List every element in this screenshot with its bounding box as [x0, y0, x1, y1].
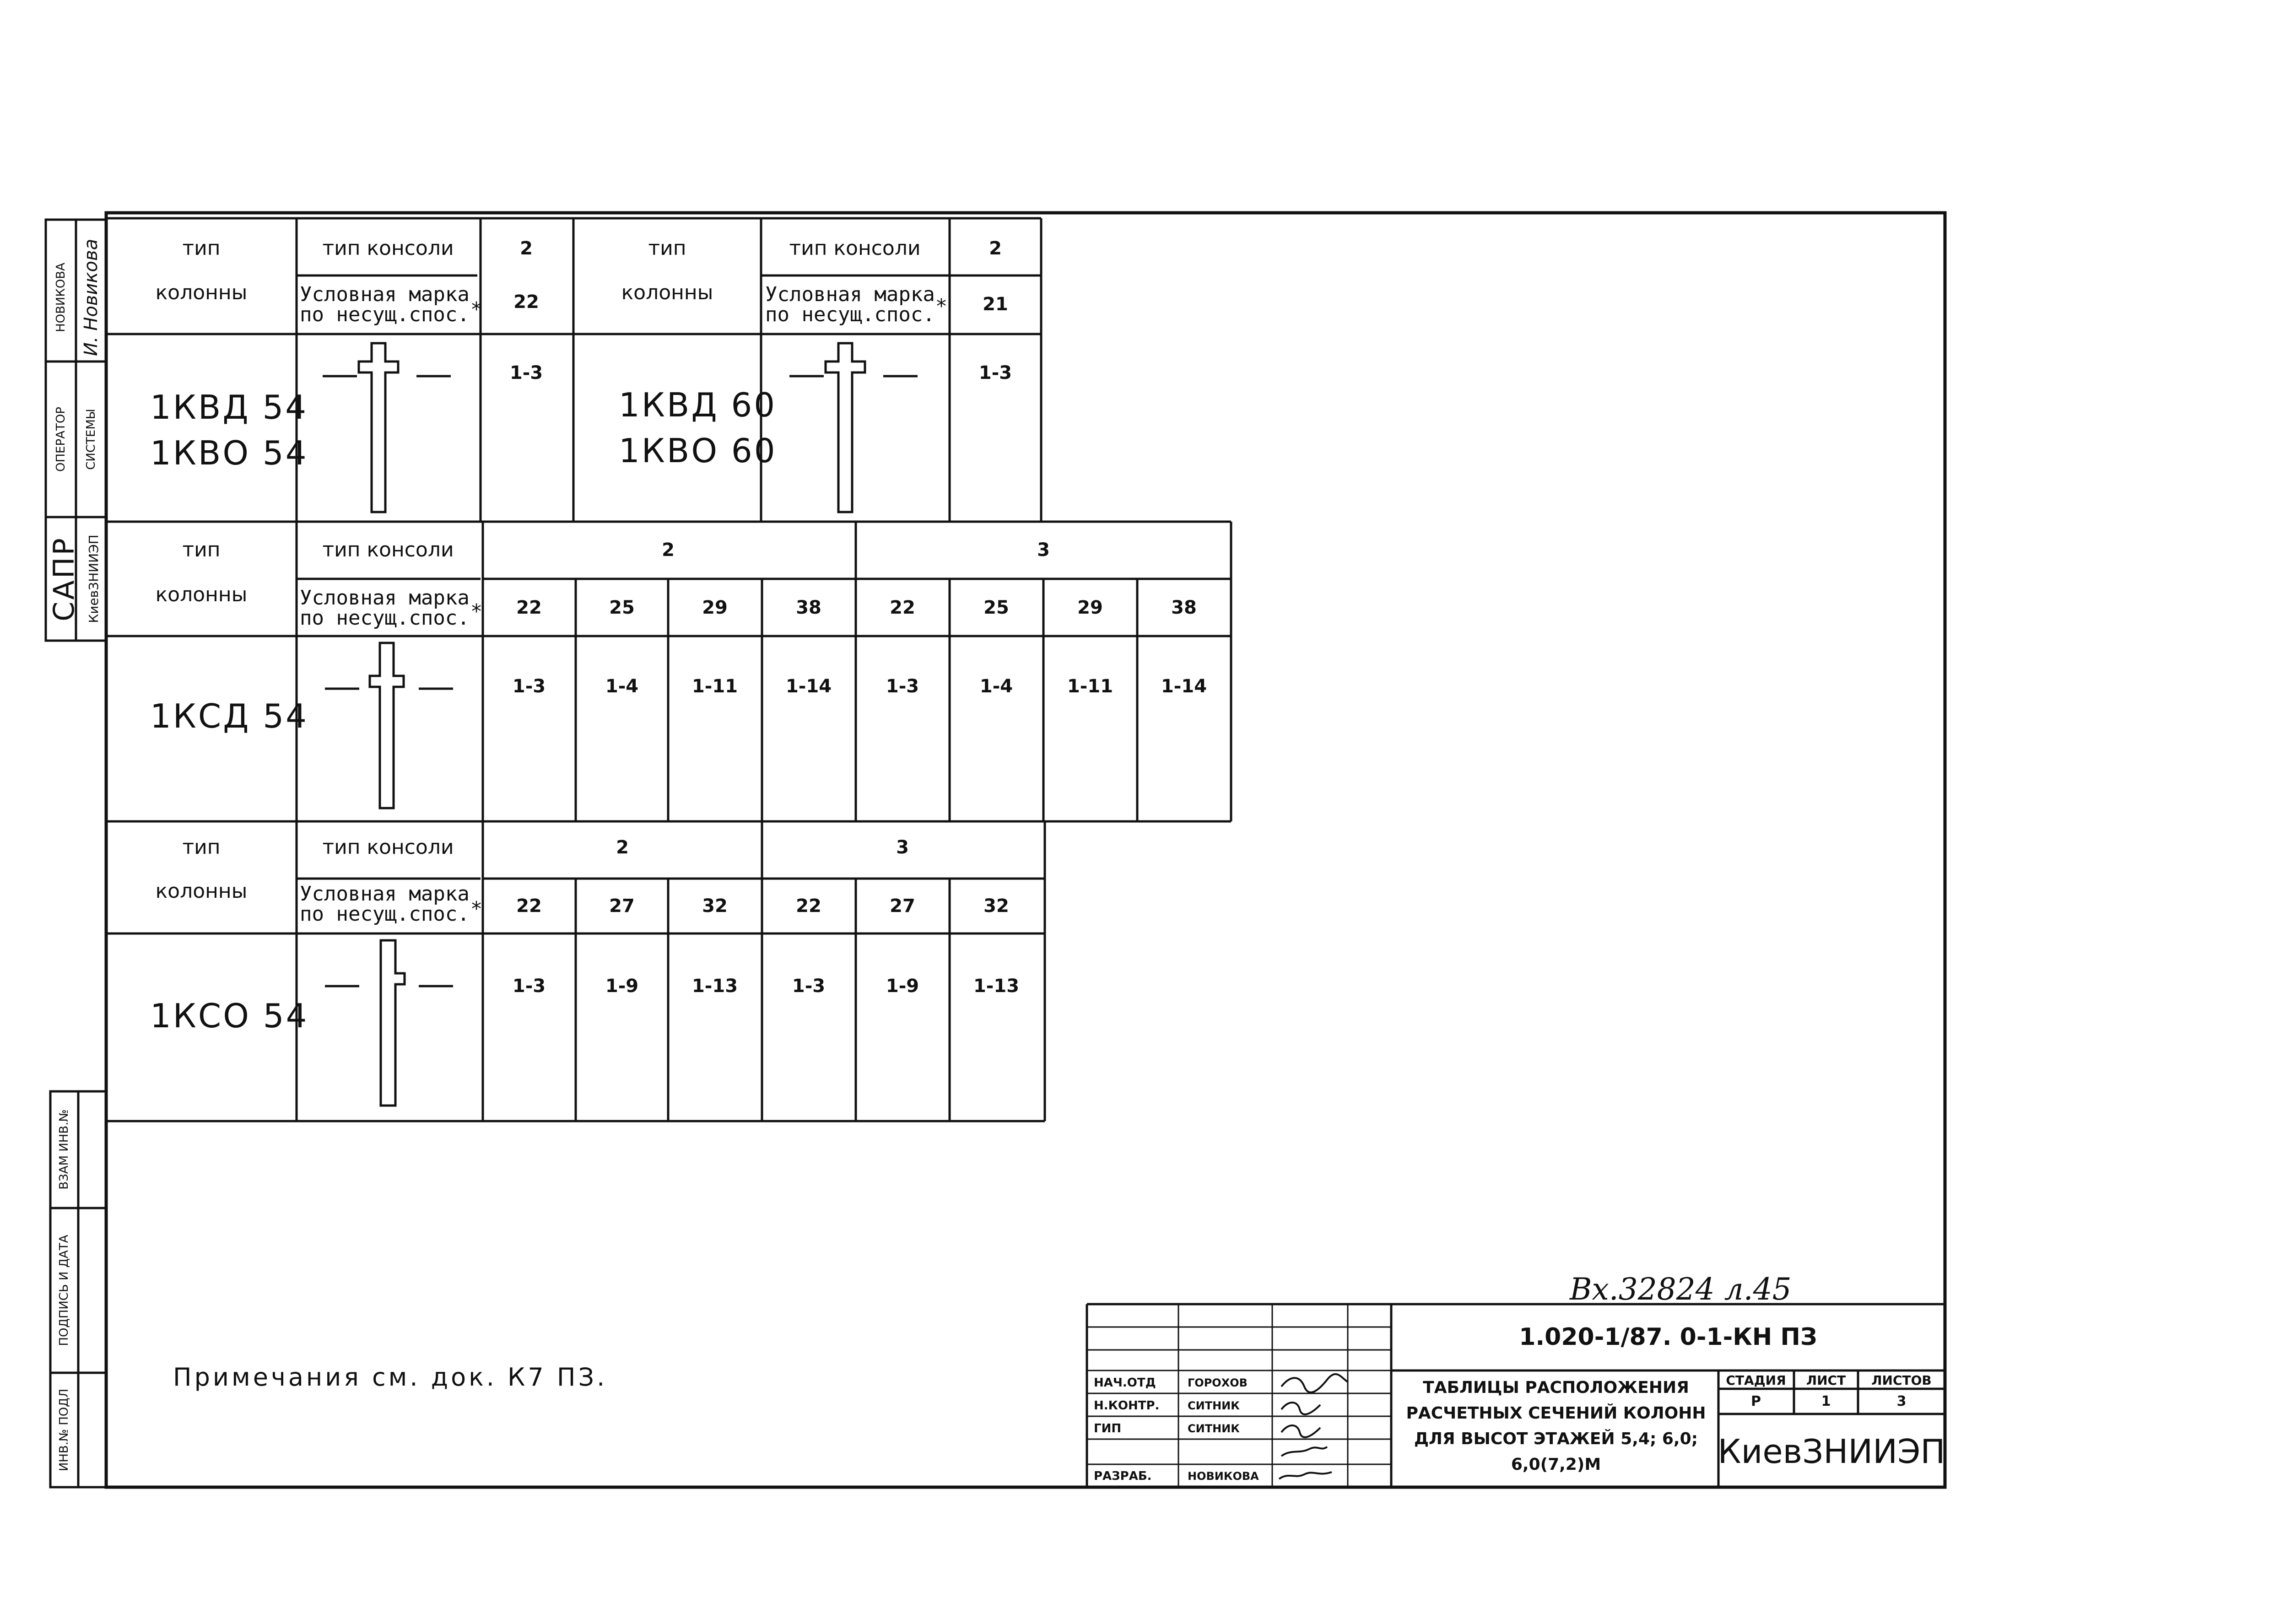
t2-mark: 29	[1077, 597, 1103, 618]
t1-console-type: 2	[520, 238, 533, 259]
stamp-name: НОВИКОВА	[54, 263, 68, 332]
t1-console-label: тип консоли	[322, 237, 454, 260]
t2-section: 1-4	[979, 676, 1013, 697]
sheets-value: 3	[1896, 1393, 1907, 1409]
t1r-cond-mark: Условная марка по несущ.спос.	[765, 283, 935, 326]
t3-column: 1КСО 54	[150, 997, 309, 1035]
t2-group-b: 3	[1037, 540, 1050, 561]
t2-mark: 22	[890, 597, 915, 618]
sheet-label: ЛИСТ	[1806, 1373, 1846, 1388]
t2-section: 1-11	[1067, 676, 1113, 697]
role-nach-otd: НАЧ.ОТД	[1094, 1376, 1156, 1390]
t3-section: 1-3	[792, 976, 826, 997]
t1r-star: *	[936, 295, 946, 318]
t2-section: 1-11	[691, 676, 738, 697]
t3-section: 1-13	[691, 976, 738, 997]
t2-section: 1-14	[1161, 676, 1207, 697]
t3-mark: 32	[983, 896, 1009, 917]
t1r-mark: 21	[983, 294, 1008, 315]
t1r-console-type: 2	[989, 238, 1002, 259]
t3-cond-mark: Условная марка по несущ.спос.	[300, 882, 470, 926]
t2-section: 1-14	[785, 676, 832, 697]
t1-mark: 22	[513, 291, 539, 313]
t2-type-label: тип	[182, 538, 221, 561]
t1-column-1: 1КВД 54	[150, 388, 308, 426]
t2-section: 1-3	[512, 676, 546, 697]
t3-mark: 22	[516, 896, 542, 917]
stamp-podpis-data: ПОДПИСЬ И ДАТА	[57, 1235, 71, 1346]
t3-section: 1-13	[973, 976, 1020, 997]
t1-type-label: тип	[182, 237, 221, 260]
sheet-title: ТАБЛИЦЫ РАСПОЛОЖЕНИЯ РАСЧЕТНЫХ СЕЧЕНИЙ КОЛОНН ДЛЯ ВЫСОТ ЭТАЖЕЙ 5,4; 6,0; 6,0(7,2)М	[1406, 1378, 1706, 1474]
t2-mark: 25	[609, 597, 635, 618]
sheet-value: 1	[1821, 1393, 1831, 1409]
t3-mark: 27	[890, 896, 915, 917]
role-razrab: РАЗРАБ.	[1094, 1469, 1152, 1483]
t1-column-label: колонны	[155, 281, 248, 304]
stamp-inv-podl: ИНВ.№ ПОДЛ	[57, 1388, 71, 1472]
stamp-system: СИСТЕМЫ	[84, 409, 98, 470]
t1r-type-label: тип	[648, 237, 686, 260]
t1-star: *	[471, 298, 481, 321]
t2-column-label: колонны	[155, 583, 248, 606]
name-novikova: НОВИКОВА	[1188, 1470, 1259, 1483]
doc-code: 1.020-1/87. 0-1-КН ПЗ	[1519, 1323, 1817, 1351]
t3-mark: 22	[796, 896, 821, 917]
t3-section: 1-3	[512, 976, 546, 997]
t1r-column-label: колонны	[621, 281, 713, 304]
t3-star: *	[471, 897, 481, 921]
t3-section: 1-9	[605, 976, 639, 997]
t1r-column-1: 1КВД 60	[619, 386, 777, 424]
t2-section: 1-3	[886, 676, 919, 697]
stamp-operator: ОПЕРАТОР	[54, 407, 68, 472]
t2-section: 1-4	[605, 676, 639, 697]
org-name: КиевЗНИИЭП	[1718, 1432, 1945, 1471]
t2-mark: 25	[983, 597, 1009, 618]
t3-mark: 32	[702, 896, 728, 917]
sheets-label: ЛИСТОВ	[1871, 1373, 1932, 1388]
t2-mark: 22	[516, 597, 542, 618]
t3-group-b: 3	[896, 837, 909, 858]
t3-group-a: 2	[616, 837, 629, 858]
stamp-org: КиевЗНИИЭП	[86, 534, 101, 623]
t1r-console-label: тип консоли	[789, 237, 921, 260]
t2-console-label: тип консоли	[322, 538, 454, 561]
t1r-section: 1-3	[978, 362, 1012, 383]
role-gip: ГИП	[1094, 1422, 1122, 1435]
t2-group-a: 2	[662, 540, 675, 561]
t1-column-2: 1КВО 54	[150, 434, 308, 472]
name-sitnik-2: СИТНИК	[1188, 1422, 1240, 1435]
stamp-vzam-inv: ВЗАМ ИНВ.№	[57, 1109, 71, 1190]
t1-cond-mark: Условная марка по несущ.спос.	[300, 283, 470, 326]
inventory-number: Вх.32824 л.45	[1570, 1272, 1792, 1307]
t2-column: 1КСД 54	[150, 697, 308, 735]
t3-mark: 27	[609, 896, 635, 917]
t2-mark: 38	[1171, 597, 1197, 618]
role-n-kontr: Н.КОНТР.	[1094, 1399, 1160, 1413]
t1-section: 1-3	[509, 362, 543, 383]
t2-cond-mark: Условная марка по несущ.спос.	[300, 586, 470, 630]
t3-column-label: колонны	[155, 879, 248, 903]
note-text: Примечания см. док. К7 ПЗ.	[173, 1363, 608, 1392]
t2-mark: 38	[796, 597, 821, 618]
stamp-signature: И. Новикова	[81, 238, 102, 356]
t3-type-label: тип	[182, 836, 221, 859]
t3-console-label: тип консоли	[322, 836, 454, 859]
t2-mark: 29	[702, 597, 728, 618]
t2-star: *	[471, 600, 481, 623]
t1r-column-2: 1КВО 60	[619, 432, 777, 470]
stage-value: Р	[1751, 1393, 1761, 1409]
name-gorohov: ГОРОХОВ	[1188, 1376, 1248, 1389]
stamp-sapr: САПР	[47, 536, 81, 621]
stage-label: СТАДИЯ	[1726, 1373, 1786, 1388]
t3-section: 1-9	[886, 976, 919, 997]
name-sitnik-1: СИТНИК	[1188, 1399, 1240, 1412]
